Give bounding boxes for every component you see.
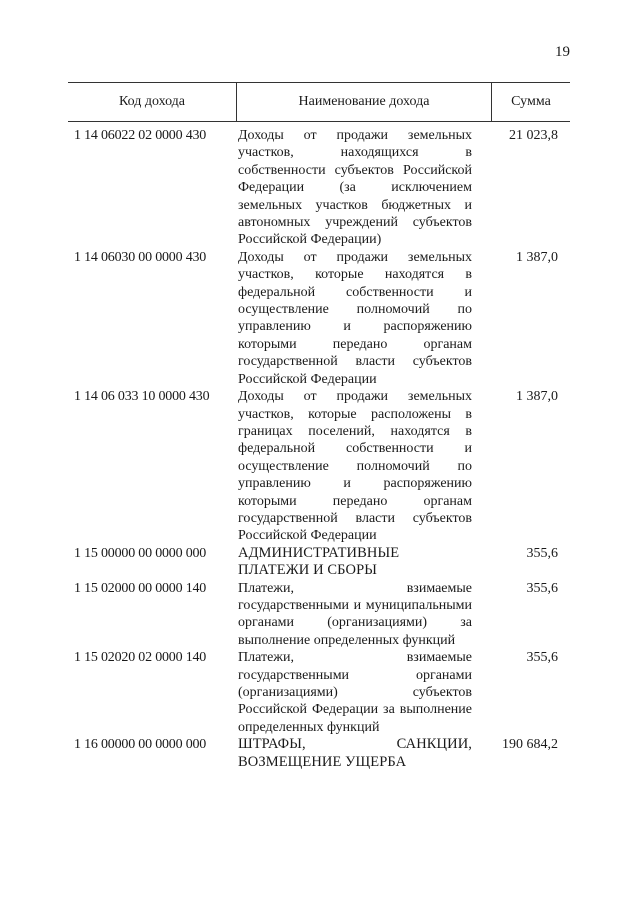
income-name: ШТРАФЫ, САНКЦИИ, ВОЗМЕЩЕНИЕ УЩЕРБА [238, 736, 472, 770]
income-name: Доходы от продажи земельных участков, которые находятся в федеральной собственности и осуществление полномочий по управлению и распоряжению которыми передано органам государственной власти субъектов Российской Федерации [238, 249, 472, 387]
income-sum: 355,6 [526, 650, 558, 666]
income-sum: 355,6 [526, 545, 558, 561]
income-sum: 190 684,2 [502, 737, 558, 753]
income-table [68, 82, 570, 771]
income-sum: 1 387,0 [516, 249, 558, 265]
table-row [68, 127, 570, 249]
header-name: Наименование дохода [237, 83, 492, 121]
header-code: Код дохода [68, 83, 237, 121]
header-sum: Сумма [511, 94, 551, 109]
income-code: 1 14 06030 00 0000 430 [74, 249, 207, 265]
income-code: 1 14 06 033 10 0000 430 [74, 389, 210, 405]
table-row [68, 736, 570, 771]
table-header [68, 82, 570, 122]
income-code: 1 14 06022 02 0000 430 [74, 128, 207, 143]
page-number: 19 [555, 44, 570, 60]
income-sum: 21 023,8 [509, 128, 558, 143]
table-body [68, 122, 570, 771]
table-row [68, 649, 570, 736]
table-row [68, 388, 570, 545]
income-name: Платежи, взимаемые государственными органами (организациями) субъектов Российской Федерации за выполнение определенных функций [238, 650, 472, 735]
income-code: 1 15 02020 02 0000 140 [74, 650, 207, 666]
income-code: 1 15 02000 00 0000 140 [74, 580, 207, 596]
income-sum: 355,6 [526, 580, 558, 596]
income-name: Платежи, взимаемые государственными и муниципальными органами (организациями) за выполнение определенных функций [238, 580, 472, 648]
income-name: Доходы от продажи земельных участков, которые расположены в границах поселений, находятся в федеральной собственности и осуществление полномочий по управлению и распоряжению которыми передано органам государственной власти субъектов Российской Федерации [238, 389, 472, 544]
table-row [68, 249, 570, 388]
income-name: Доходы от продажи земельных участков, находящихся в собственности субъектов Российской Федерации (за исключением земельных участков бюджетных и автономных учреждений субъектов Российской Федерации) [238, 128, 472, 248]
table-row [68, 545, 570, 580]
income-code: 1 15 00000 00 0000 000 [74, 545, 207, 561]
income-code: 1 16 00000 00 0000 000 [74, 737, 207, 753]
table-row [68, 580, 570, 650]
income-sum: 1 387,0 [516, 389, 558, 405]
income-name: АДМИНИСТРАТИВНЫЕ ПЛАТЕЖИ И СБОРЫ [238, 544, 400, 579]
